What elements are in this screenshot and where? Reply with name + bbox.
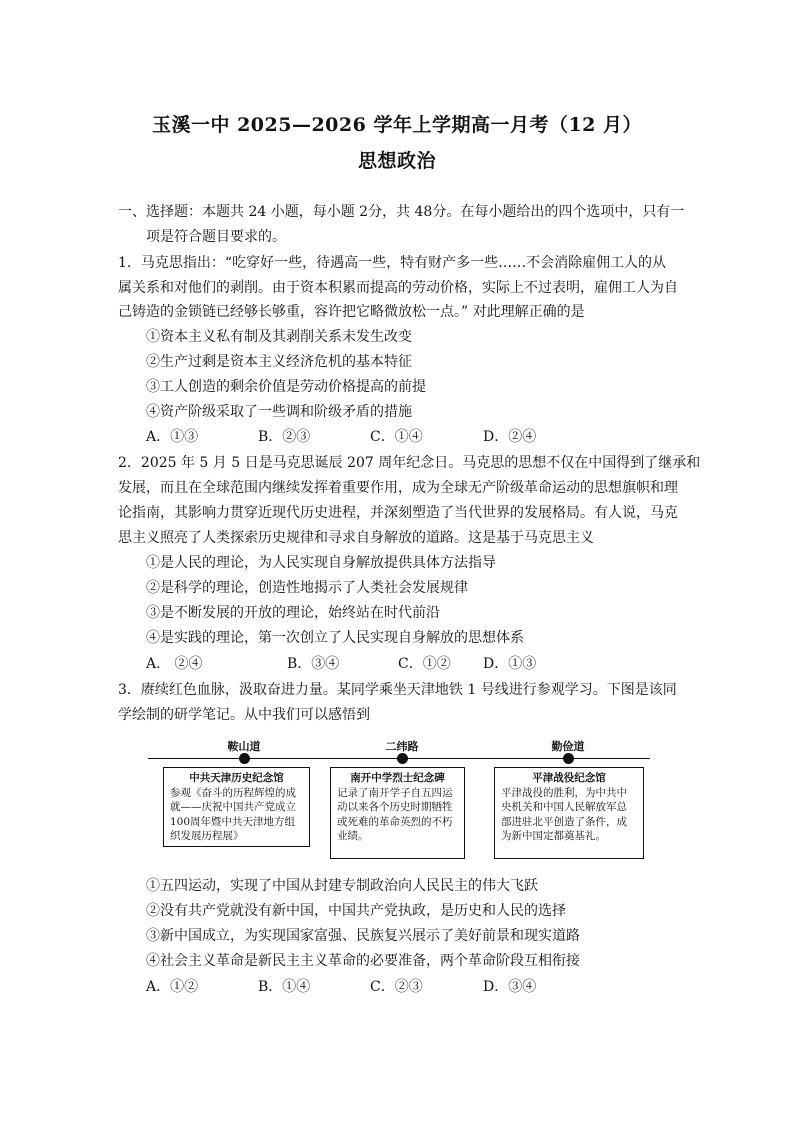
question-text-line: 思主义照亮了人类探索历史规律和寻求自身解放的道路。这是基于马克思主义 [118,530,594,546]
answer-choice-a[interactable]: A．①③ [146,429,199,445]
answer-choice-a[interactable]: A．①② [146,979,199,995]
memorial-description: 平津战役的胜利，为中共中央机关和中国人民解放军总部进驻北平创造了条件，成为新中国定都奠基礼。 [501,786,627,842]
memorial-box [330,767,465,859]
answer-choice-d[interactable]: D．③④ [483,979,537,995]
memorial-box [494,767,644,859]
statement-option: ④社会主义革命是新民主主义革命的必要准备，两个革命阶段互相衔接 [146,953,580,969]
question-text-line: 1．马克思指出：“吃穿好一些，待遇高一些，特有财产多一些……不会消除雇佣工人的从 [118,255,667,271]
memorial-title: 中共天津历史纪念馆 [189,772,284,784]
exam-title: 玉溪一中 2025—2026 学年上学期高一月考（12 月） [151,114,643,136]
statement-option: ③是不断发展的开放的理论，始终站在时代前沿 [146,605,440,621]
exam-subject: 思想政治 [357,150,436,172]
memorial-description: 记录了南开学子自五四运动以来各个历史时期牺牲或死难的革命英烈的不朽业绩。 [337,786,453,842]
question-text-line: 发展，而且在全球范围内继续发挥着重要作用，成为全球无产阶级革命运动的思想旗帜和理 [118,480,678,496]
question-text-line: 论指南，其影响力贯穿近现代历史进程，并深刻塑造了当代世界的发展格局。有人说，马克 [118,505,678,521]
question-text-line: 己铸造的金锁链已经够长够重，容许把它略微放松一点。” 对此理解正确的是 [118,304,585,320]
statement-option: ④是实践的理论，第一次创立了人民实现自身解放的思想体系 [146,630,524,646]
answer-choice-c[interactable]: C．①④ [370,429,423,445]
answer-choice-c[interactable]: C．②③ [370,979,423,995]
section-line: 一、选择题：本题共 24 小题，每小题 2分，共 48分。在每小题给出的四个选项中，只有一 [118,204,685,220]
memorial-description: 参观《奋斗的历程辉煌的成就——庆祝中国共产党成立100周年暨中共天津地方组织发展历程展》 [170,786,296,842]
question-text-line: 3．赓续红色血脉，汲取奋进力量。某同学乘坐天津地铁 1 号线进行参观学习。下图是该同 [118,682,677,698]
answer-choice-d[interactable]: D．①③ [483,656,537,672]
station-dot [239,753,250,764]
station-dot [563,753,574,764]
memorial-box [163,767,310,847]
statement-option: ②生产过剩是资本主义经济危机的基本特征 [146,354,412,370]
station-label: 二纬路 [385,740,419,753]
question-text-line: 2．2025 年 5 月 5 日是马克思诞辰 207 周年纪念日。马克思的思想不仅在中国得到了继承和 [118,455,701,471]
station-label: 鞍山道 [227,740,261,753]
statement-option: ①五四运动，实现了中国从封建专制政治向人民民主的伟大飞跃 [146,878,538,894]
statement-option: ④资产阶级采取了一些调和阶级矛盾的措施 [146,404,412,420]
answer-choice-b[interactable]: B．③④ [287,656,340,672]
answer-choice-d[interactable]: D．②④ [483,429,537,445]
statement-option: ②是科学的理论，创造性地揭示了人类社会发展规律 [146,580,468,596]
question-text-line: 学绘制的研学笔记。从中我们可以感悟到 [118,707,370,723]
answer-choice-c[interactable]: C．①② [398,656,451,672]
section-line: 项是符合题目要求的。 [146,229,286,245]
statement-option: ③工人创造的剩余价值是劳动价格提高的前提 [146,379,426,395]
statement-option: ②没有共产党就没有新中国，中国共产党执政，是历史和人民的选择 [146,903,566,919]
metro-study-diagram [148,736,650,864]
answer-choice-b[interactable]: B．②③ [258,429,311,445]
answer-choice-a[interactable]: A． ②④ [146,656,203,672]
statement-option: ①资本主义私有制及其剥削关系未发生改变 [146,329,412,345]
statement-option: ①是人民的理论，为人民实现自身解放提供具体方法指导 [146,555,496,571]
memorial-title: 南开中学烈士纪念碑 [350,772,445,784]
question-text-line: 属关系和对他们的剥削。由于资本积累而提高的劳动价格，实际上不过表明，雇佣工人为自 [118,280,678,296]
station-label: 勤俭道 [551,740,585,753]
answer-choice-b[interactable]: B．①④ [258,979,311,995]
memorial-title: 平津战役纪念馆 [532,772,606,784]
station-dot [397,753,408,764]
statement-option: ③新中国成立，为实现国家富强、民族复兴展示了美好前景和现实道路 [146,928,580,944]
